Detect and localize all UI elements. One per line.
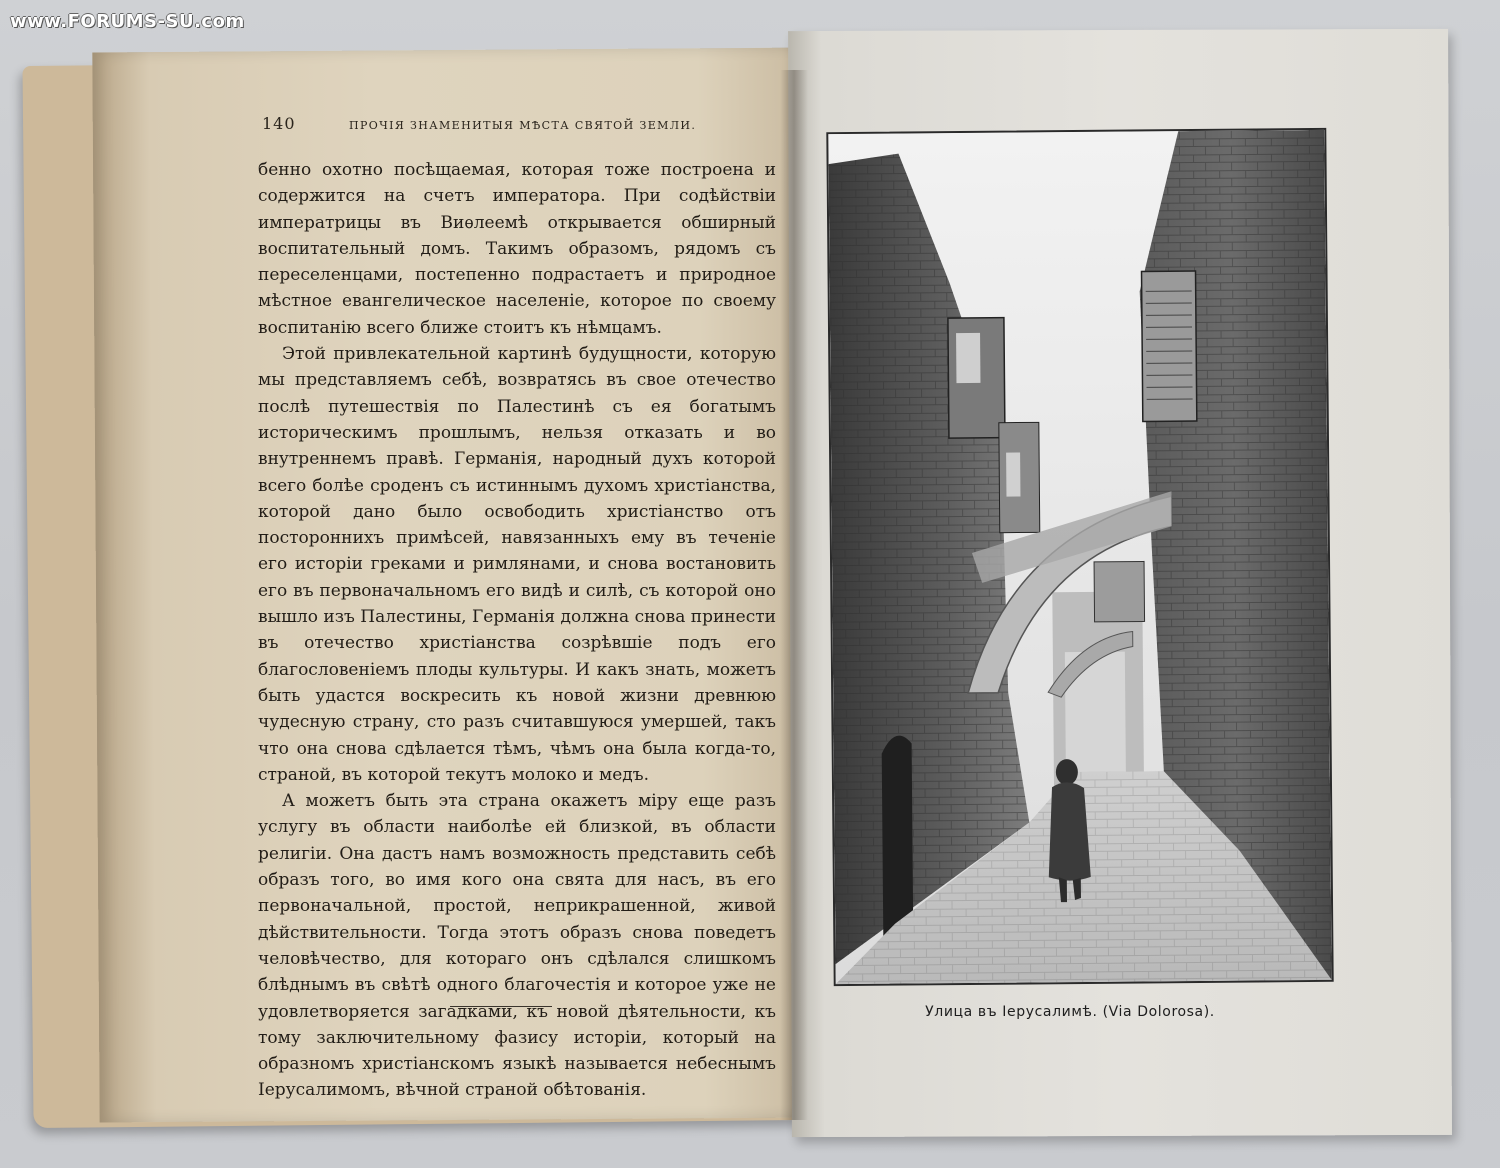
street-photograph: [826, 128, 1333, 986]
book-gutter: [780, 70, 808, 1120]
running-title: ПРОЧІЯ ЗНАМЕНИТЫЯ МѢСТА СВЯТОЙ ЗЕМЛИ.: [349, 119, 697, 132]
site-watermark: www.FORUMS-SU.com: [10, 11, 245, 32]
photo-caption: Улица въ Іерусалимѣ. (Via Dolorosa).: [925, 1004, 1215, 1020]
body-text: [258, 157, 776, 1104]
page-header: [262, 114, 697, 133]
paragraph-2: Этой привлекательной картинѣ будущности, которую мы представляемъ себѣ, возвратясь въ свое отечество послѣ путешествія по Палестинѣ съ ея богатымъ историческимъ прошлымъ, нельзя отказать и во внутреннемъ правѣ. Германія, народный духъ которой всего болѣе сроденъ съ истиннымъ духомъ христіанства, которой дано было освободить христіанство отъ постороннихъ примѣсей, навязанныхъ ему въ теченіе его исторіи греками и римлянами, и снова востановить его въ первоначальномъ его видѣ и силѣ, съ которой оно вышло изъ Палестины, Германія должна снова принести въ отечество христіанства созрѣвшіе подъ его благословеніемъ плоды культуры. И какъ знать, можетъ быть удастся воскресить къ новой жизни древнюю чудесную страну, сто разъ считавшуюся умершей, такъ что она снова сдѣлается тѣмъ, чѣмъ она была когда-то, страной, въ которой текутъ молоко и медъ.: [258, 344, 776, 785]
paragraph-1: бенно охотно посѣщаемая, которая тоже построена и содержится на счетъ императора. При содѣйствіи императрицы въ Виѳлеемѣ открывается обширный воспитательный домъ. Такимъ образомъ, рядомъ съ переселенцами, постепенно подрастаетъ и природное мѣстное евангелическое населеніе, которое по своему воспитанію всего ближе стоитъ къ нѣмцамъ.: [258, 160, 776, 338]
photograph-illustration: [828, 130, 1331, 984]
paragraph-3: А можетъ быть эта страна окажетъ міру еще разъ услугу въ области наиболѣе ей близкой, въ области религіи. Она дастъ намъ возможность представить себѣ образъ того, во имя кого она свята для насъ, въ его первоначальной, простой, неприкрашенной, живой дѣйствительности. Тогда этотъ образъ снова поведетъ человѣчество, для котораго онъ сдѣлался слишкомъ блѣднымъ въ свѣтѣ одного благочестія и которое уже не удовлетворяется загадками, къ новой дѣятельности, къ тому заключительному фазису исторіи, который на образномъ христіанскомъ языкѣ называется небеснымъ Іерусалимомъ, вѣчной страной обѣтованія.: [258, 791, 776, 1101]
end-rule: [450, 1006, 552, 1007]
page-number: 140: [262, 114, 296, 133]
